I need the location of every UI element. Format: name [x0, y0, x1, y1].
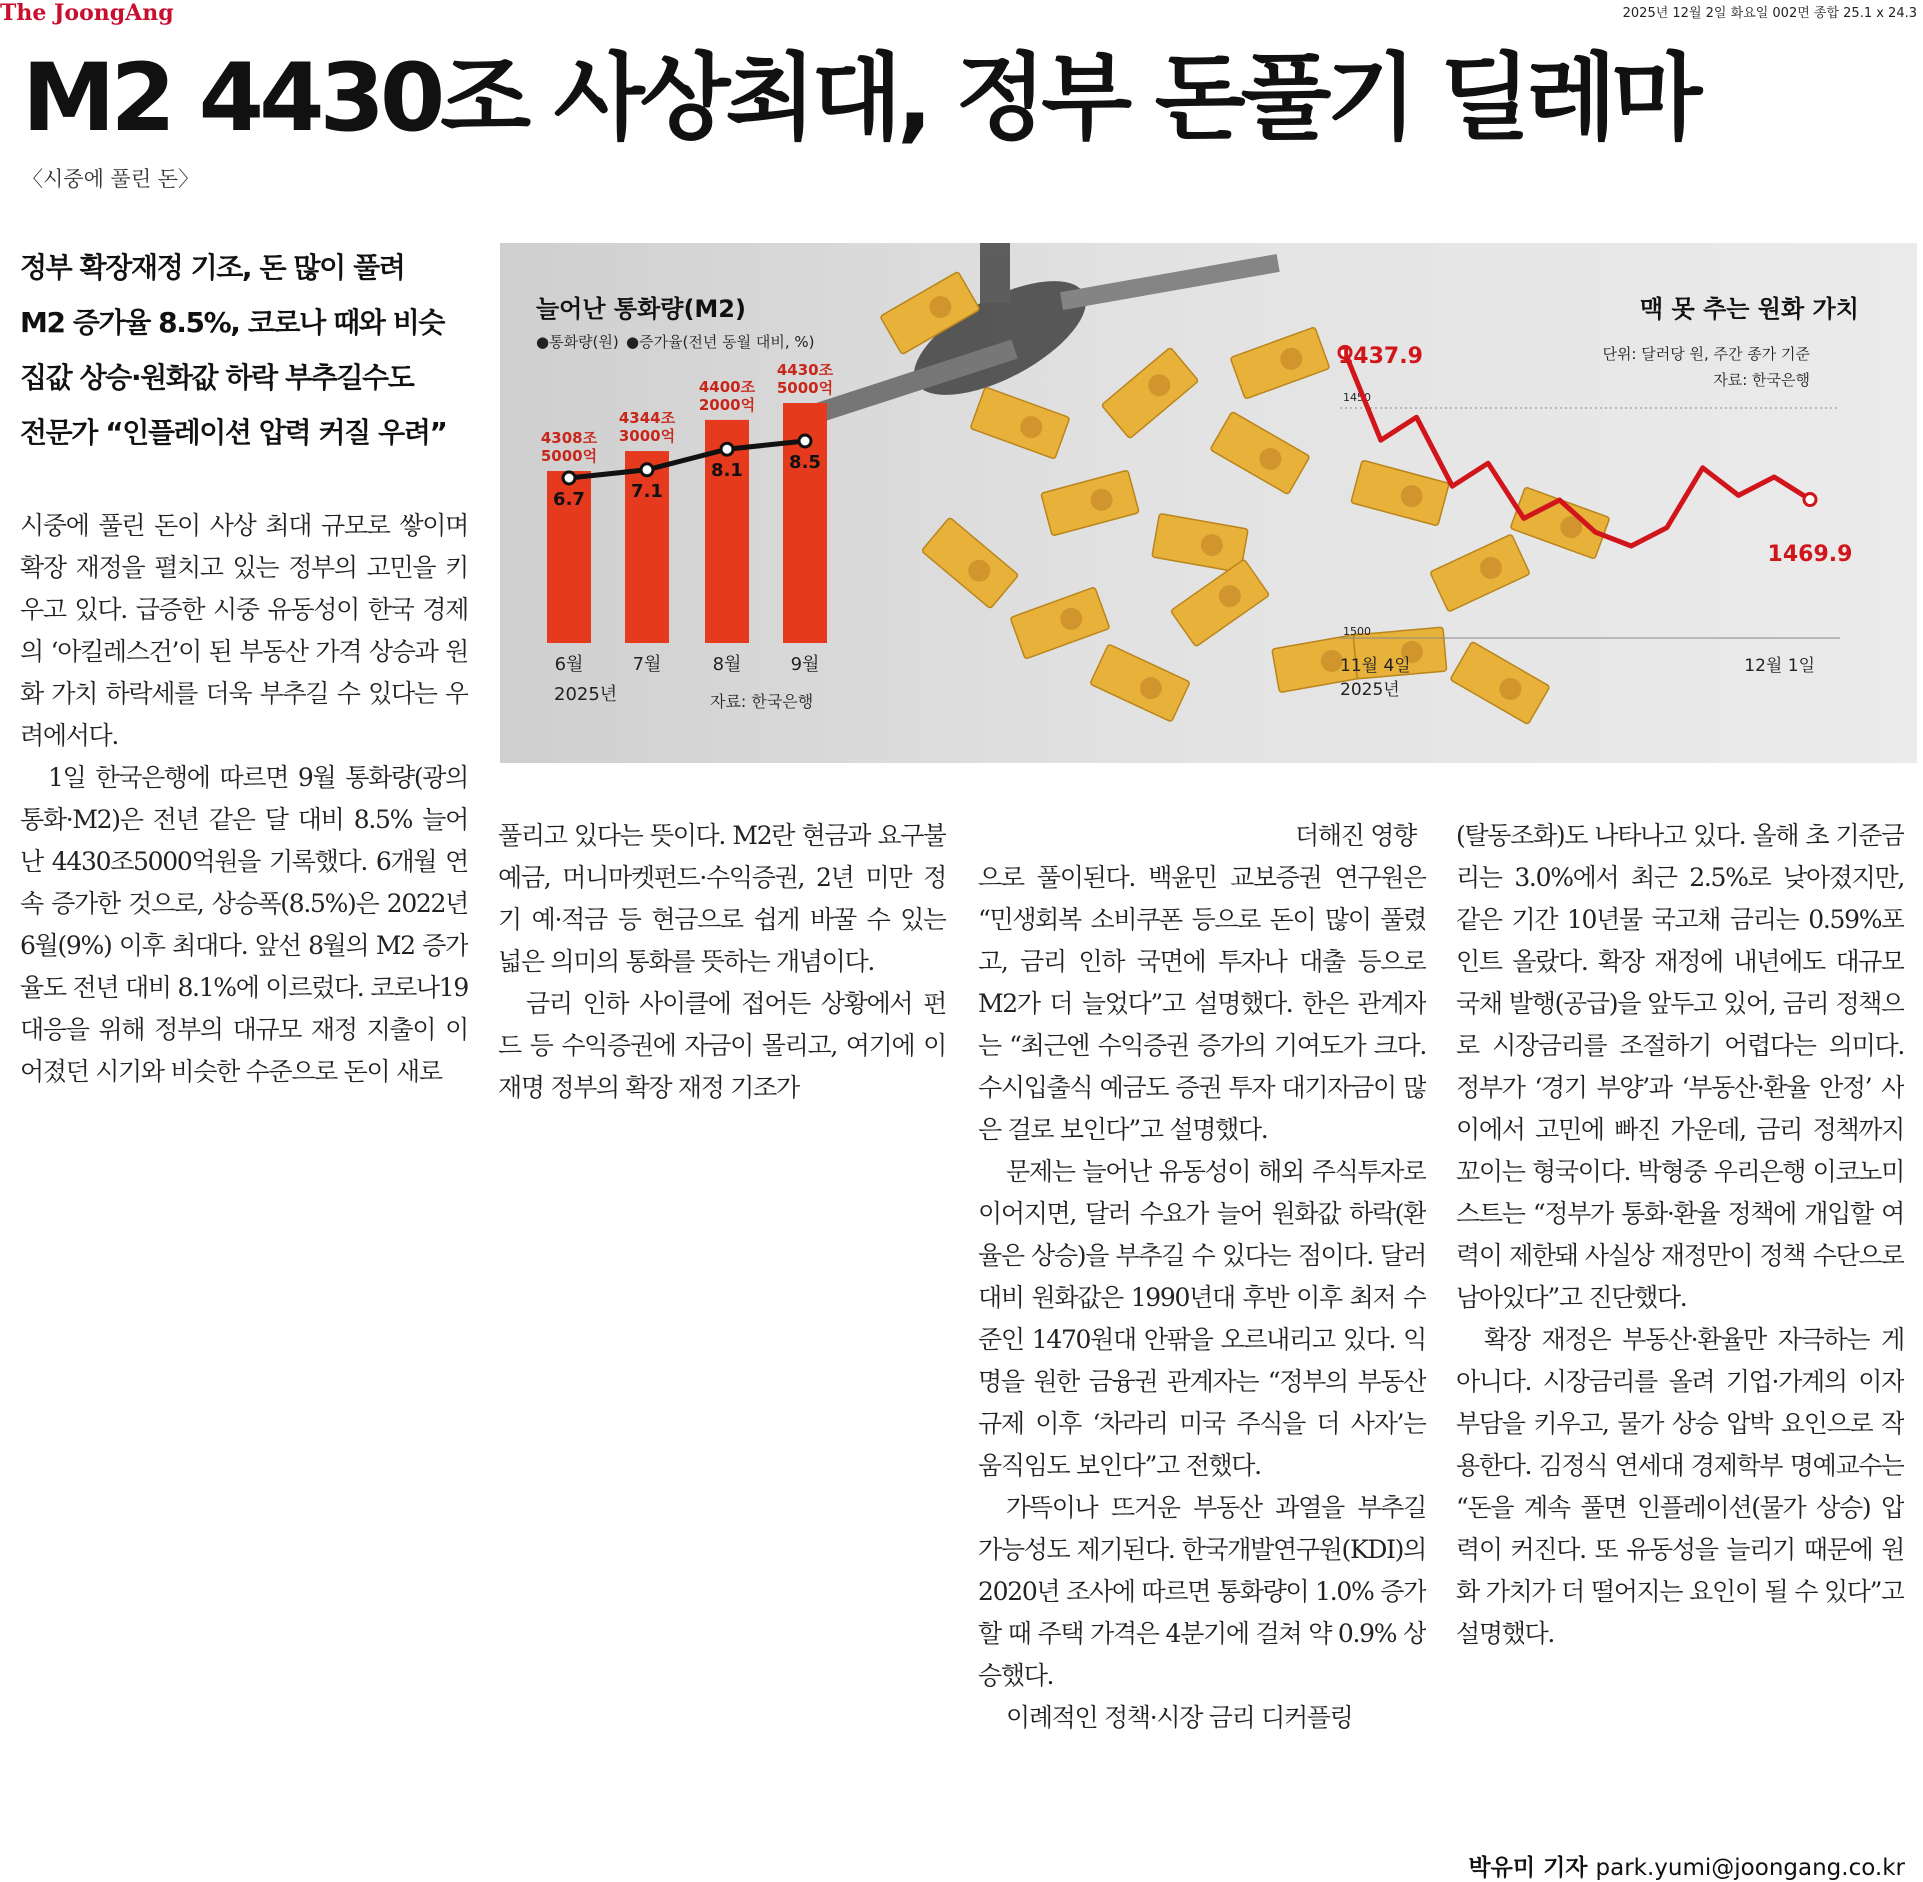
- m2-bar-value-label: 4344조: [618, 409, 676, 428]
- banknote: [1450, 641, 1550, 724]
- helicopter-illustration: [802, 243, 1279, 427]
- m2-bar-value-label: 4430조: [776, 361, 834, 379]
- banknote: [1041, 470, 1139, 536]
- article-paragraph: 으로 풀이된다. 백윤민 교보증권 연구원은 “민생회복 소비쿠폰 등으로 돈이 많이 풀렸고, 금리 인하 국면에 투자나 대출 등으로 M2가 더 늘었다”고 설명했다. 한은 관계자는 “최근엔 수익증권 증가의 기여도가 크다. 수시입출식 예금도 증권 투자 대기자금이 많은 걸로 보인다”고 설명했다.: [978, 863, 1426, 1144]
- krw-last-label: 1469.9: [1767, 542, 1853, 567]
- banknote: [1430, 534, 1530, 612]
- m2-bar-value-label: 5000억: [776, 379, 834, 397]
- krw-x-end: 12월 1일: [1744, 656, 1815, 676]
- m2-chart: [536, 295, 834, 711]
- m2-source: 자료: 한국은행: [710, 692, 814, 711]
- m2-bar-value-label: 3000억: [618, 427, 676, 446]
- m2-rate-point: [563, 472, 575, 484]
- infographic: [500, 243, 1917, 763]
- banknote: [970, 387, 1070, 459]
- masthead-logo: The JoongAng: [0, 0, 174, 26]
- krw-tick-1500: 1500: [1343, 625, 1371, 638]
- banknote: [1152, 514, 1248, 573]
- krw-high-label: 1437.9: [1338, 344, 1423, 369]
- subheads: [20, 240, 490, 460]
- krw-source: 자료: 한국은행: [1713, 371, 1810, 389]
- krw-end-point: [1804, 494, 1816, 506]
- article-paragraph: 이례적인 정책·시장 금리 디커플링: [1006, 1703, 1353, 1732]
- byline-name: 박유미 기자: [1468, 1855, 1588, 1881]
- m2-category-label: 9월: [790, 654, 820, 675]
- m2-bar-value-label: 4308조: [540, 429, 598, 448]
- m2-category-label: 8월: [712, 654, 742, 675]
- m2-legend-line: ●증가율(전년 동월 대비, %): [626, 333, 815, 351]
- banknote: [1210, 411, 1310, 494]
- m2-rate-label: 8.5: [789, 452, 821, 473]
- krw-tick-1450: 1450: [1343, 391, 1371, 404]
- m2-chart-title: 늘어난 통화량(M2): [536, 295, 746, 323]
- krw-chart-title: 맥 못 추는 원화 가치: [1640, 295, 1859, 323]
- m2-legend-bar: ●통화량(원): [536, 333, 619, 351]
- m2-rate-label: 8.1: [711, 460, 743, 482]
- m2-rate-label: 7.1: [631, 480, 663, 502]
- m2-bar-value-label: 4400조: [698, 377, 756, 396]
- m2-rate-point: [799, 435, 811, 447]
- article-paragraph: 1일 한국은행에 따르면 9월 통화량(광의통화·M2)은 전년 같은 달 대비 8.5% 늘어난 4430조5000억원을 기록했다. 6개월 연속 증가한 것으로, 상승폭(8.5%)은 2022년 6월(9%) 이후 최대다. 앞선 8월의 M2 증가율도 전년 대비 8.1%에 이르렀다. 코로나19 대응을 위해 정부의 대규모 재정 지출이 이어졌던 시기와 비슷한 수준으로 돈이 새로: [20, 763, 468, 1086]
- edition-info: 2025년 12월 2일 화요일 002면 종합 25.1 x 24.3: [1622, 6, 1917, 21]
- article-paragraph: 금리 인하 사이클에 접어든 상황에서 펀드 등 수익증권에 자금이 몰리고, 여기에 이재명 정부의 확장 재정 기조가: [498, 989, 946, 1102]
- m2-bar-value-label: 5000억: [540, 447, 598, 466]
- krw-x-start: 11월 4일: [1340, 656, 1411, 676]
- article-column-1: [20, 505, 468, 1167]
- banknote: [1010, 587, 1110, 659]
- m2-rate-line: [569, 441, 805, 478]
- kicker: 〈시중에 풀린 돈〉: [22, 167, 200, 191]
- banknote: [1101, 347, 1198, 439]
- article-column-3-head: [1295, 815, 1425, 857]
- krw-unit: 단위: 달러당 원, 주간 종가 기준: [1602, 345, 1810, 363]
- m2-rate-point: [641, 464, 653, 476]
- banknote: [1230, 327, 1330, 399]
- m2-rate-point: [721, 443, 733, 455]
- headline: M2 4430조 사상최대, 정부 돈풀기 딜레마: [22, 44, 1698, 153]
- m2-x-year: 2025년: [554, 684, 618, 705]
- subhead-1: 정부 확장재정 기조, 돈 많이 풀려: [20, 251, 405, 284]
- m2-rate-label: 6.7: [553, 489, 585, 510]
- banknote: [1351, 460, 1449, 526]
- article-column-4: [1456, 815, 1904, 1825]
- m2-category-label: 6월: [554, 654, 584, 675]
- m2-category-label: 7월: [632, 654, 662, 675]
- article-paragraph: 풀리고 있다는 뜻이다. M2란 현금과 요구불예금, 머니마켓펀드·수익증권, 2년 미만 정기 예·적금 등 현금으로 쉽게 바꿀 수 있는 넓은 의미의 통화를 뜻하는 개념이다.: [498, 821, 946, 976]
- article-paragraph: 가뜩이나 뜨거운 부동산 과열을 부추길 가능성도 제기된다. 한국개발연구원(KDI)의 2020년 조사에 따르면 통화량이 1.0% 증가할 때 주택 가격은 4분기에 걸쳐 약 0.9% 상승했다.: [978, 1493, 1426, 1690]
- subhead-3: 집값 상승·원화값 하락 부추길수도: [20, 361, 414, 394]
- banknote: [1171, 559, 1270, 647]
- subhead-4: 전문가 “인플레이션 압력 커질 우려”: [20, 416, 447, 449]
- banknote: [921, 517, 1018, 609]
- byline: [1468, 1849, 1905, 1882]
- article-column-2: [498, 815, 946, 1167]
- infographic-svg: [500, 243, 1917, 763]
- article-paragraph: 문제는 늘어난 유동성이 해외 주식투자로 이어지면, 달러 수요가 늘어 원화값 하락(환율은 상승)을 부추길 수 있다는 점이다. 달러 대비 원화값은 1990년대 후반 이후 최저 수준인 1470원대 안팎을 오르내리고 있다. 익명을 원한 금융권 관계자는 “정부의 부동산 규제 이후 ‘차라리 미국 주식을 더 사자’는 움직임도 보인다”고 전했다.: [978, 1157, 1426, 1480]
- article-paragraph: (탈동조화)도 나타나고 있다. 올해 초 기준금리는 3.0%에서 최근 2.5%로 낮아졌지만, 같은 기간 10년물 국고채 금리는 0.59%포인트 올랐다. 확장 재정에 내년에도 대규모 국채 발행(공급)을 앞두고 있어, 금리 정책으로 시장금리를 조절하기 어렵다는 의미다. 정부가 ‘경기 부양’과 ‘부동산·환율 안정’ 사이에서 고민에 빠진 가운데, 금리 정책까지 꼬이는 형국이다. 박형중 우리은행 이코노미스트는 “정부가 통화·환율 정책에 개입할 여력이 제한돼 사실상 재정만이 정책 수단으로 남아있다”고 진단했다.: [1456, 821, 1904, 1312]
- m2-bar-value-label: 2000억: [698, 395, 756, 414]
- article-paragraph: 시중에 풀린 돈이 사상 최대 규모로 쌓이며 확장 재정을 펼치고 있는 정부의 고민을 키우고 있다. 급증한 시중 유동성이 한국 경제의 ‘아킬레스건’이 된 부동산 가격 상승과 원화 가치 하락세를 더욱 부추길 수 있다는 우려에서다.: [20, 511, 468, 750]
- banknote: [1090, 644, 1190, 722]
- article-paragraph: 확장 재정은 부동산·환율만 자극하는 게 아니다. 시장금리를 올려 기업·가계의 이자 부담을 키우고, 물가 상승 압박 요인으로 작용한다. 김정식 연세대 경제학부 명예교수는 “돈을 계속 풀면 인플레이션(물가 상승) 압력이 커진다. 또 유동성을 늘리기 때문에 원화 가치가 더 떨어지는 요인이 될 수 있다”고 설명했다.: [1456, 1325, 1904, 1648]
- article-paragraph: 더해진 영향: [1295, 821, 1416, 850]
- krw-x-start-year: 2025년: [1340, 680, 1400, 700]
- article-column-3: [978, 857, 1426, 1867]
- byline-email[interactable]: park.yumi@joongang.co.kr: [1595, 1855, 1905, 1881]
- subhead-2: M2 증가율 8.5%, 코로나 때와 비슷: [20, 306, 445, 339]
